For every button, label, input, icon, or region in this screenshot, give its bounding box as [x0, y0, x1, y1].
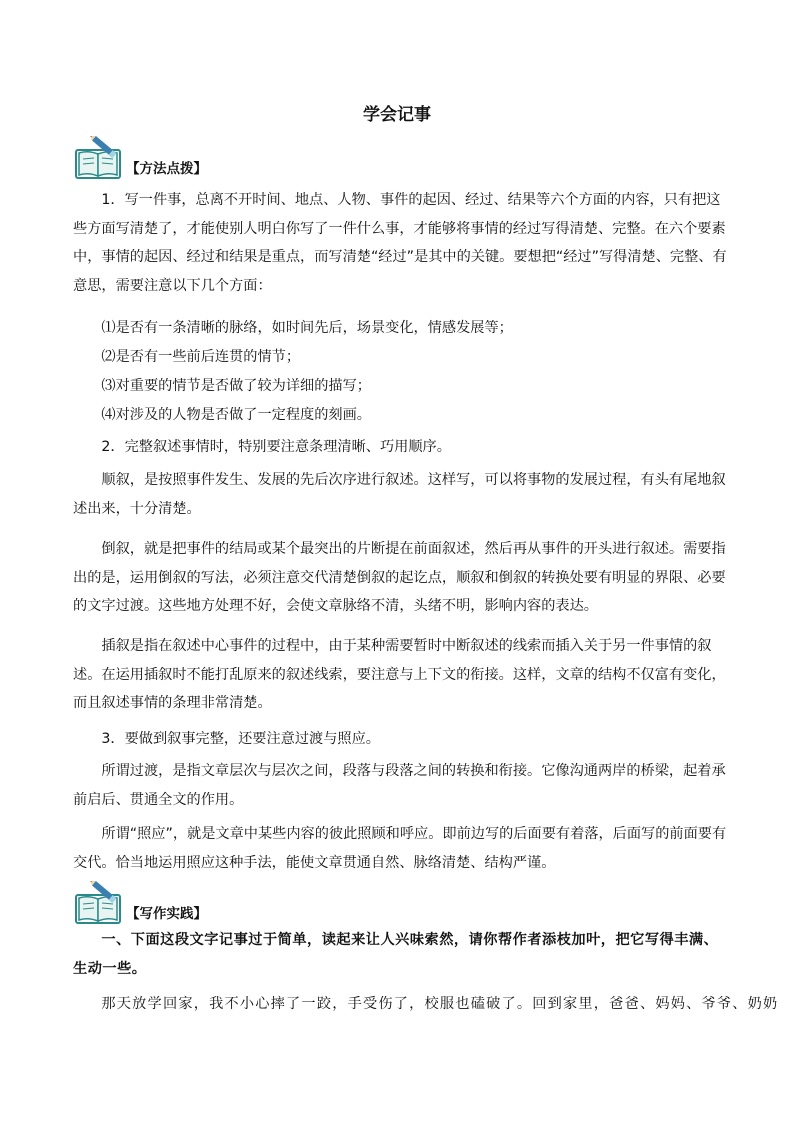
- section-header-practice: [74, 881, 734, 925]
- method-paragraph-3: 3．要做到叙事完整，还要注意过渡与照应。: [101, 731, 380, 747]
- book-pencil-icon: [74, 881, 124, 925]
- method-paragraph-1: 1．写一件事，总离不开时间、地点、人物、事件的起因、经过、结果等六个方面的内容，只有把这些方面写清楚了，才能使别人明白你写了一件什么事，才能够将事情的经过写得清楚、完整。在六个要素中，事情的起因、经过和结果是重点，而写清楚“经过”是其中的关键。要想把“经过”写得清楚、完整、有意思，需要注意以下几个方面：: [73, 192, 727, 294]
- section-label-practice: 【写作实践】: [126, 906, 207, 922]
- practice-passage: 那天放学回家，我不小心摔了一跤，手受伤了，校服也磕破了。回到家里，爸爸、妈妈、爷爷、奶奶: [101, 996, 779, 1012]
- method-point-2: ⑵是否有一些前后连贯的情节；: [101, 349, 301, 365]
- method-paragraph-sequential: 顺叙，是按照事件发生、发展的先后次序进行叙述。这样写，可以将事物的发展过程，有头有尾地叙述出来，十分清楚。: [73, 472, 726, 517]
- method-point-3: ⑶对重要的情节是否做了较为详细的描写；: [101, 378, 371, 394]
- method-paragraph-interjection: 插叙是指在叙述中心事件的过程中，由于某种需要暂时中断叙述的线索而插入关于另一件事情的叙述。在运用插叙时不能打乱原来的叙述线索，要注意与上下文的衔接。这样，文章的结构不仅富有变化，而且叙述事情的条理非常清楚。: [73, 638, 726, 712]
- method-point-1: ⑴是否有一条清晰的脉络，如时间先后，场景变化，情感发展等；: [101, 320, 513, 336]
- book-pencil-icon: [74, 136, 124, 180]
- method-paragraph-echo: 所谓“照应”，就是文章中某些内容的彼此照顾和呼应。即前边写的后面要有着落，后面写的前面要有交代。恰当地运用照应这种手法，能使文章贯通自然、脉络清楚、结构严谨。: [73, 826, 727, 871]
- section-header-method: [74, 136, 734, 180]
- practice-question: 一、下面这段文字记事过于简单，读起来让人兴味索然，请你帮作者添枝加叶，把它写得丰满、生动一些。: [73, 932, 719, 977]
- method-paragraph-transition: 所谓过渡，是指文章层次与层次之间，段落与段落之间的转换和衔接。它像沟通两岸的桥梁，起着承前启后、贯通全文的作用。: [73, 763, 726, 808]
- method-paragraph-flashback: 倒叙，就是把事件的结局或某个最突出的片断提在前面叙述，然后再从事件的开头进行叙述。需要指出的是，运用倒叙的写法，必须注意交代清楚倒叙的起讫点，顺叙和倒叙的转换处要有明显的界限、必要的文字过渡。这些地方处理不好，会使文章脉络不清，头绪不明，影响内容的表达。: [73, 541, 726, 615]
- method-paragraph-2: 2．完整叙述事情时，特别要注意条理清晰、巧用顺序。: [101, 439, 451, 455]
- method-point-4: ⑷对涉及的人物是否做了一定程度的刻画。: [101, 407, 371, 423]
- section-label-method: 【方法点拨】: [126, 161, 207, 177]
- page-title: 学会记事: [363, 105, 431, 125]
